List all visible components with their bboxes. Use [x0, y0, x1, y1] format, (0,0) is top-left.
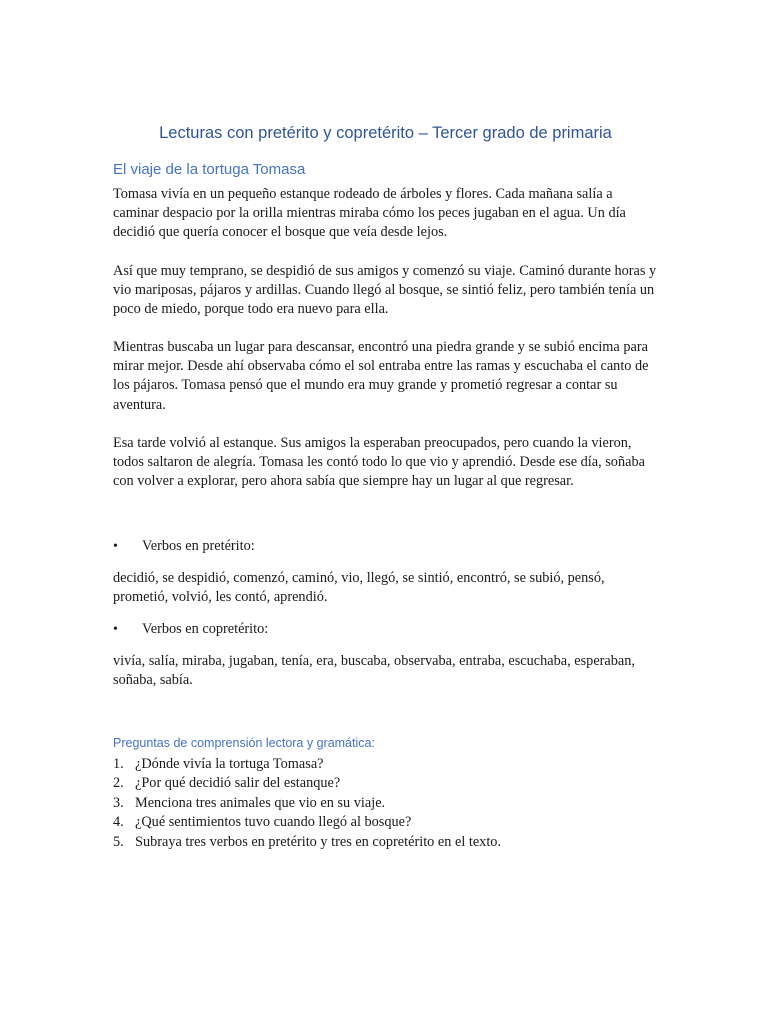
story-paragraph-3: Mientras buscaba un lugar para descansar, encontró una piedra grande y se subió encima para mirar mejor. Desde ahí observaba cómo el sol entraba entre las ramas y escuchaba el canto de los pájaros. Tomasa pensó que el mundo era muy grande y prometió regresar a contar su aventura. [113, 339, 649, 413]
question-item [113, 755, 501, 774]
bullet-icon: • [113, 622, 118, 637]
bullet-label-preterito: Verbos en pretérito: [142, 538, 255, 554]
questions-heading: Preguntas de comprensión lectora y gramática: [113, 736, 375, 750]
question-text: Subraya tres verbos en pretérito y tres en copretérito en el texto. [135, 833, 502, 850]
question-item [113, 813, 501, 832]
story-paragraph-2: Así que muy temprano, se despidió de sus amigos y comenzó su viaje. Caminó durante horas y vio mariposas, pájaros y ardillas. Cuando llegó al bosque, se sintió feliz, pero también tenía un poco de miedo, porque todo era nuevo para ella. [113, 263, 657, 318]
question-item [113, 774, 501, 793]
question-number: 3. [113, 794, 124, 811]
verb-list-preterito: decidió, se despidió, comenzó, caminó, vio, llegó, se sintió, encontró, se subió, pensó, prometió, volvió, les contó, aprendió. [113, 570, 605, 606]
verb-list-copreterito: vivía, salía, miraba, jugaban, tenía, era, buscaba, observaba, entraba, escuchaba, esperaban, soñaba, sabía. [113, 653, 635, 689]
story-title: El viaje de la tortuga Tomasa [113, 161, 306, 178]
questions-list [113, 755, 501, 852]
story-paragraph-4: Esa tarde volvió al estanque. Sus amigos la esperaban preocupados, pero cuando la vieron, todos saltaron de alegría. Tomasa les contó todo lo que vio y aprendió. Desde ese día, soñaba con volver a explorar, pero ahora sabía que siempre hay un lugar al que regresar. [113, 435, 645, 490]
question-text: ¿Por qué decidió salir del estanque? [135, 775, 341, 792]
question-text: ¿Qué sentimientos tuvo cuando llegó al bosque? [135, 814, 412, 831]
question-item [113, 794, 501, 813]
question-number: 4. [113, 814, 124, 831]
question-number: 5. [113, 833, 124, 850]
document-title: Lecturas con pretérito y copretérito – Tercer grado de primaria [159, 124, 612, 142]
bullet-icon: • [113, 539, 118, 554]
question-item [113, 833, 501, 852]
question-number: 2. [113, 775, 124, 792]
question-text: ¿Dónde vivía la tortuga Tomasa? [135, 756, 324, 772]
story-paragraph-1: Tomasa vivía en un pequeño estanque rodeado de árboles y flores. Cada mañana salía a caminar despacio por la orilla mientras miraba cómo los peces jugaban en el agua. Un día decidió que quería conocer el bosque que veía desde lejos. [113, 186, 626, 241]
question-number: 1. [113, 756, 124, 772]
bullet-label-copreterito: Verbos en copretérito: [142, 621, 269, 637]
question-text: Menciona tres animales que vio en su viaje. [135, 794, 386, 811]
